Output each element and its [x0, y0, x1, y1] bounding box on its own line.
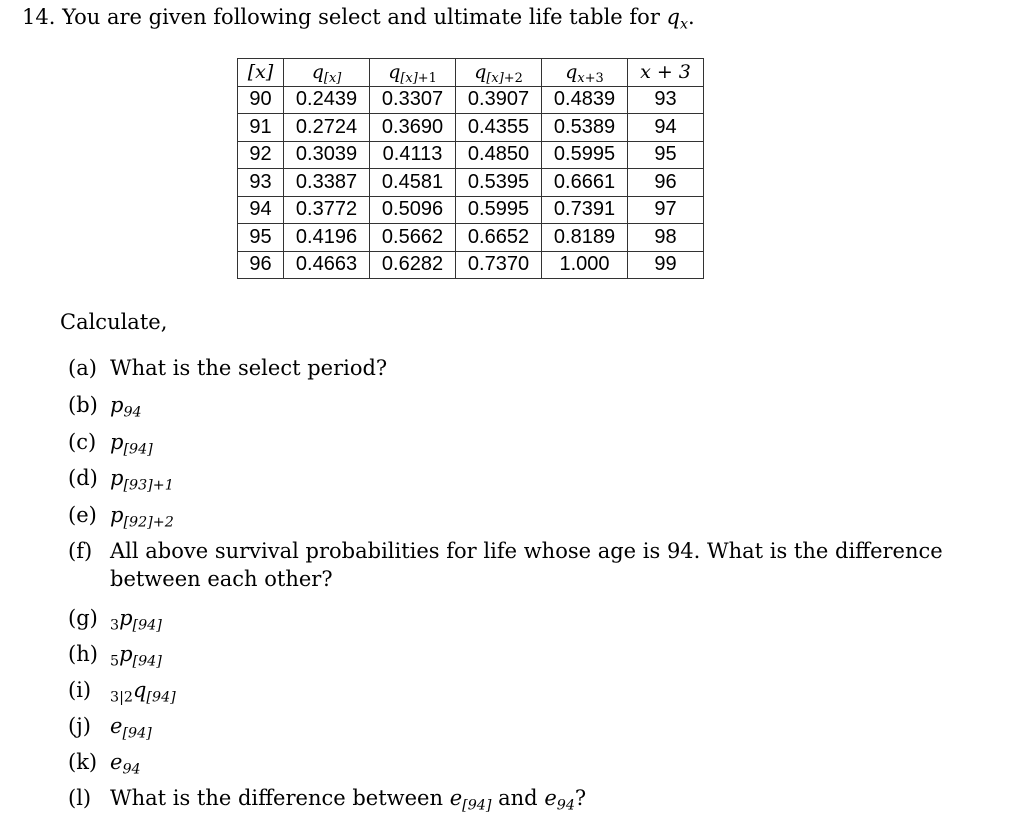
question-text: What is the select period? — [110, 356, 388, 380]
table-cell: 0.4355 — [456, 114, 542, 142]
header-q-x1: $q_{[x]+1}$ — [370, 59, 456, 87]
table-cell: 95 — [628, 141, 704, 169]
table-cell: 0.4581 — [370, 169, 456, 197]
problem-title — [22, 5, 695, 33]
table-cell: 93 — [238, 169, 284, 197]
question-label: (g) — [68, 606, 98, 630]
table-cell: 0.5096 — [370, 196, 456, 224]
table-cell: 91 — [238, 114, 284, 142]
question-text: All above survival probabilities for life whose age is 94. What is the difference — [110, 539, 943, 563]
table-cell: 0.8189 — [542, 224, 628, 252]
table-cell: 98 — [628, 224, 704, 252]
table-cell: 0.5662 — [370, 224, 456, 252]
question-k: (k) $e_{94}$ — [68, 750, 141, 778]
question-label: (b) — [68, 393, 98, 417]
question-label: (i) — [68, 678, 92, 702]
table-cell: 0.4196 — [284, 224, 370, 252]
table-cell: 0.2724 — [284, 114, 370, 142]
header-q-x2: $q_{[x]+2}$ — [456, 59, 542, 87]
question-label: (l) — [68, 786, 92, 810]
question-label: (c) — [68, 430, 97, 454]
table-row — [238, 224, 704, 252]
table-cell: 0.7391 — [542, 196, 628, 224]
table-row — [238, 251, 704, 279]
question-label: (a) — [68, 356, 97, 380]
table-row — [238, 141, 704, 169]
question-a — [68, 356, 387, 380]
table-cell: 0.6652 — [456, 224, 542, 252]
table-cell: 94 — [238, 196, 284, 224]
table-cell: 96 — [628, 169, 704, 197]
table-cell: 0.5395 — [456, 169, 542, 197]
table-cell: 0.5995 — [456, 196, 542, 224]
table-cell: 93 — [628, 86, 704, 114]
question-label: (f) — [68, 539, 93, 563]
table-cell: 99 — [628, 251, 704, 279]
problem-text: You are given following select and ultimate life table for — [62, 5, 660, 29]
table-cell: 0.4839 — [542, 86, 628, 114]
title-end: . — [688, 5, 695, 29]
table-body — [238, 86, 704, 279]
table-cell: 1.000 — [542, 251, 628, 279]
table-cell: 96 — [238, 251, 284, 279]
table-row — [238, 114, 704, 142]
table-cell: 0.3039 — [284, 141, 370, 169]
table-cell: 0.4663 — [284, 251, 370, 279]
table-cell: 0.3907 — [456, 86, 542, 114]
question-l: (l) What is the difference between $e_{[94]}$ and $e_{94}$? — [68, 786, 587, 814]
question-label: (h) — [68, 642, 98, 666]
table-row — [238, 169, 704, 197]
table-cell: 0.5389 — [542, 114, 628, 142]
question-h: (h) $_5p_{[94]}$ — [68, 642, 162, 670]
question-label: (e) — [68, 503, 97, 527]
table-cell: 0.4850 — [456, 141, 542, 169]
table-cell: 0.6282 — [370, 251, 456, 279]
table-cell: 0.5995 — [542, 141, 628, 169]
calculate-label: Calculate, — [60, 310, 168, 334]
header-x-plus-3: x + 3 — [628, 59, 704, 87]
question-label: (d) — [68, 466, 98, 490]
table-cell: 0.3690 — [370, 114, 456, 142]
table-header-row — [238, 59, 704, 87]
table-row — [238, 86, 704, 114]
header-x: [x] — [238, 59, 284, 87]
header-q-x3: $q_{x+3}$ — [542, 59, 628, 87]
question-g: (g) $_3p_{[94]}$ — [68, 606, 162, 634]
table-row — [238, 196, 704, 224]
table-cell: 97 — [628, 196, 704, 224]
question-label: (k) — [68, 750, 98, 774]
title-var-sub: x — [680, 16, 689, 33]
table-cell: 92 — [238, 141, 284, 169]
title-var: q — [666, 5, 680, 29]
table-cell: 95 — [238, 224, 284, 252]
life-table — [237, 58, 704, 279]
question-d: (d) $p_{[93]+1}$ — [68, 466, 174, 494]
question-j: (j) $e_{[94]}$ — [68, 714, 152, 742]
question-f — [68, 539, 943, 563]
table-cell: 0.6661 — [542, 169, 628, 197]
question-i: (i) $_{3|2}q_{[94]}$ — [68, 678, 176, 706]
question-b: (b) $p_{94}$ — [68, 393, 142, 421]
table-cell: 0.3307 — [370, 86, 456, 114]
table-cell: 0.2439 — [284, 86, 370, 114]
table-cell: 0.3387 — [284, 169, 370, 197]
question-e: (e) $p_{[92]+2}$ — [68, 503, 174, 531]
question-f-line2: between each other? — [110, 567, 333, 591]
question-label: (j) — [68, 714, 91, 738]
table-cell: 94 — [628, 114, 704, 142]
table-cell: 90 — [238, 86, 284, 114]
header-q-x: $q_{[x]}$ — [284, 59, 370, 87]
problem-number: 14. — [22, 5, 56, 29]
table-cell: 0.4113 — [370, 141, 456, 169]
question-c: (c) $p_{[94]}$ — [68, 430, 153, 458]
table-cell: 0.7370 — [456, 251, 542, 279]
table-cell: 0.3772 — [284, 196, 370, 224]
